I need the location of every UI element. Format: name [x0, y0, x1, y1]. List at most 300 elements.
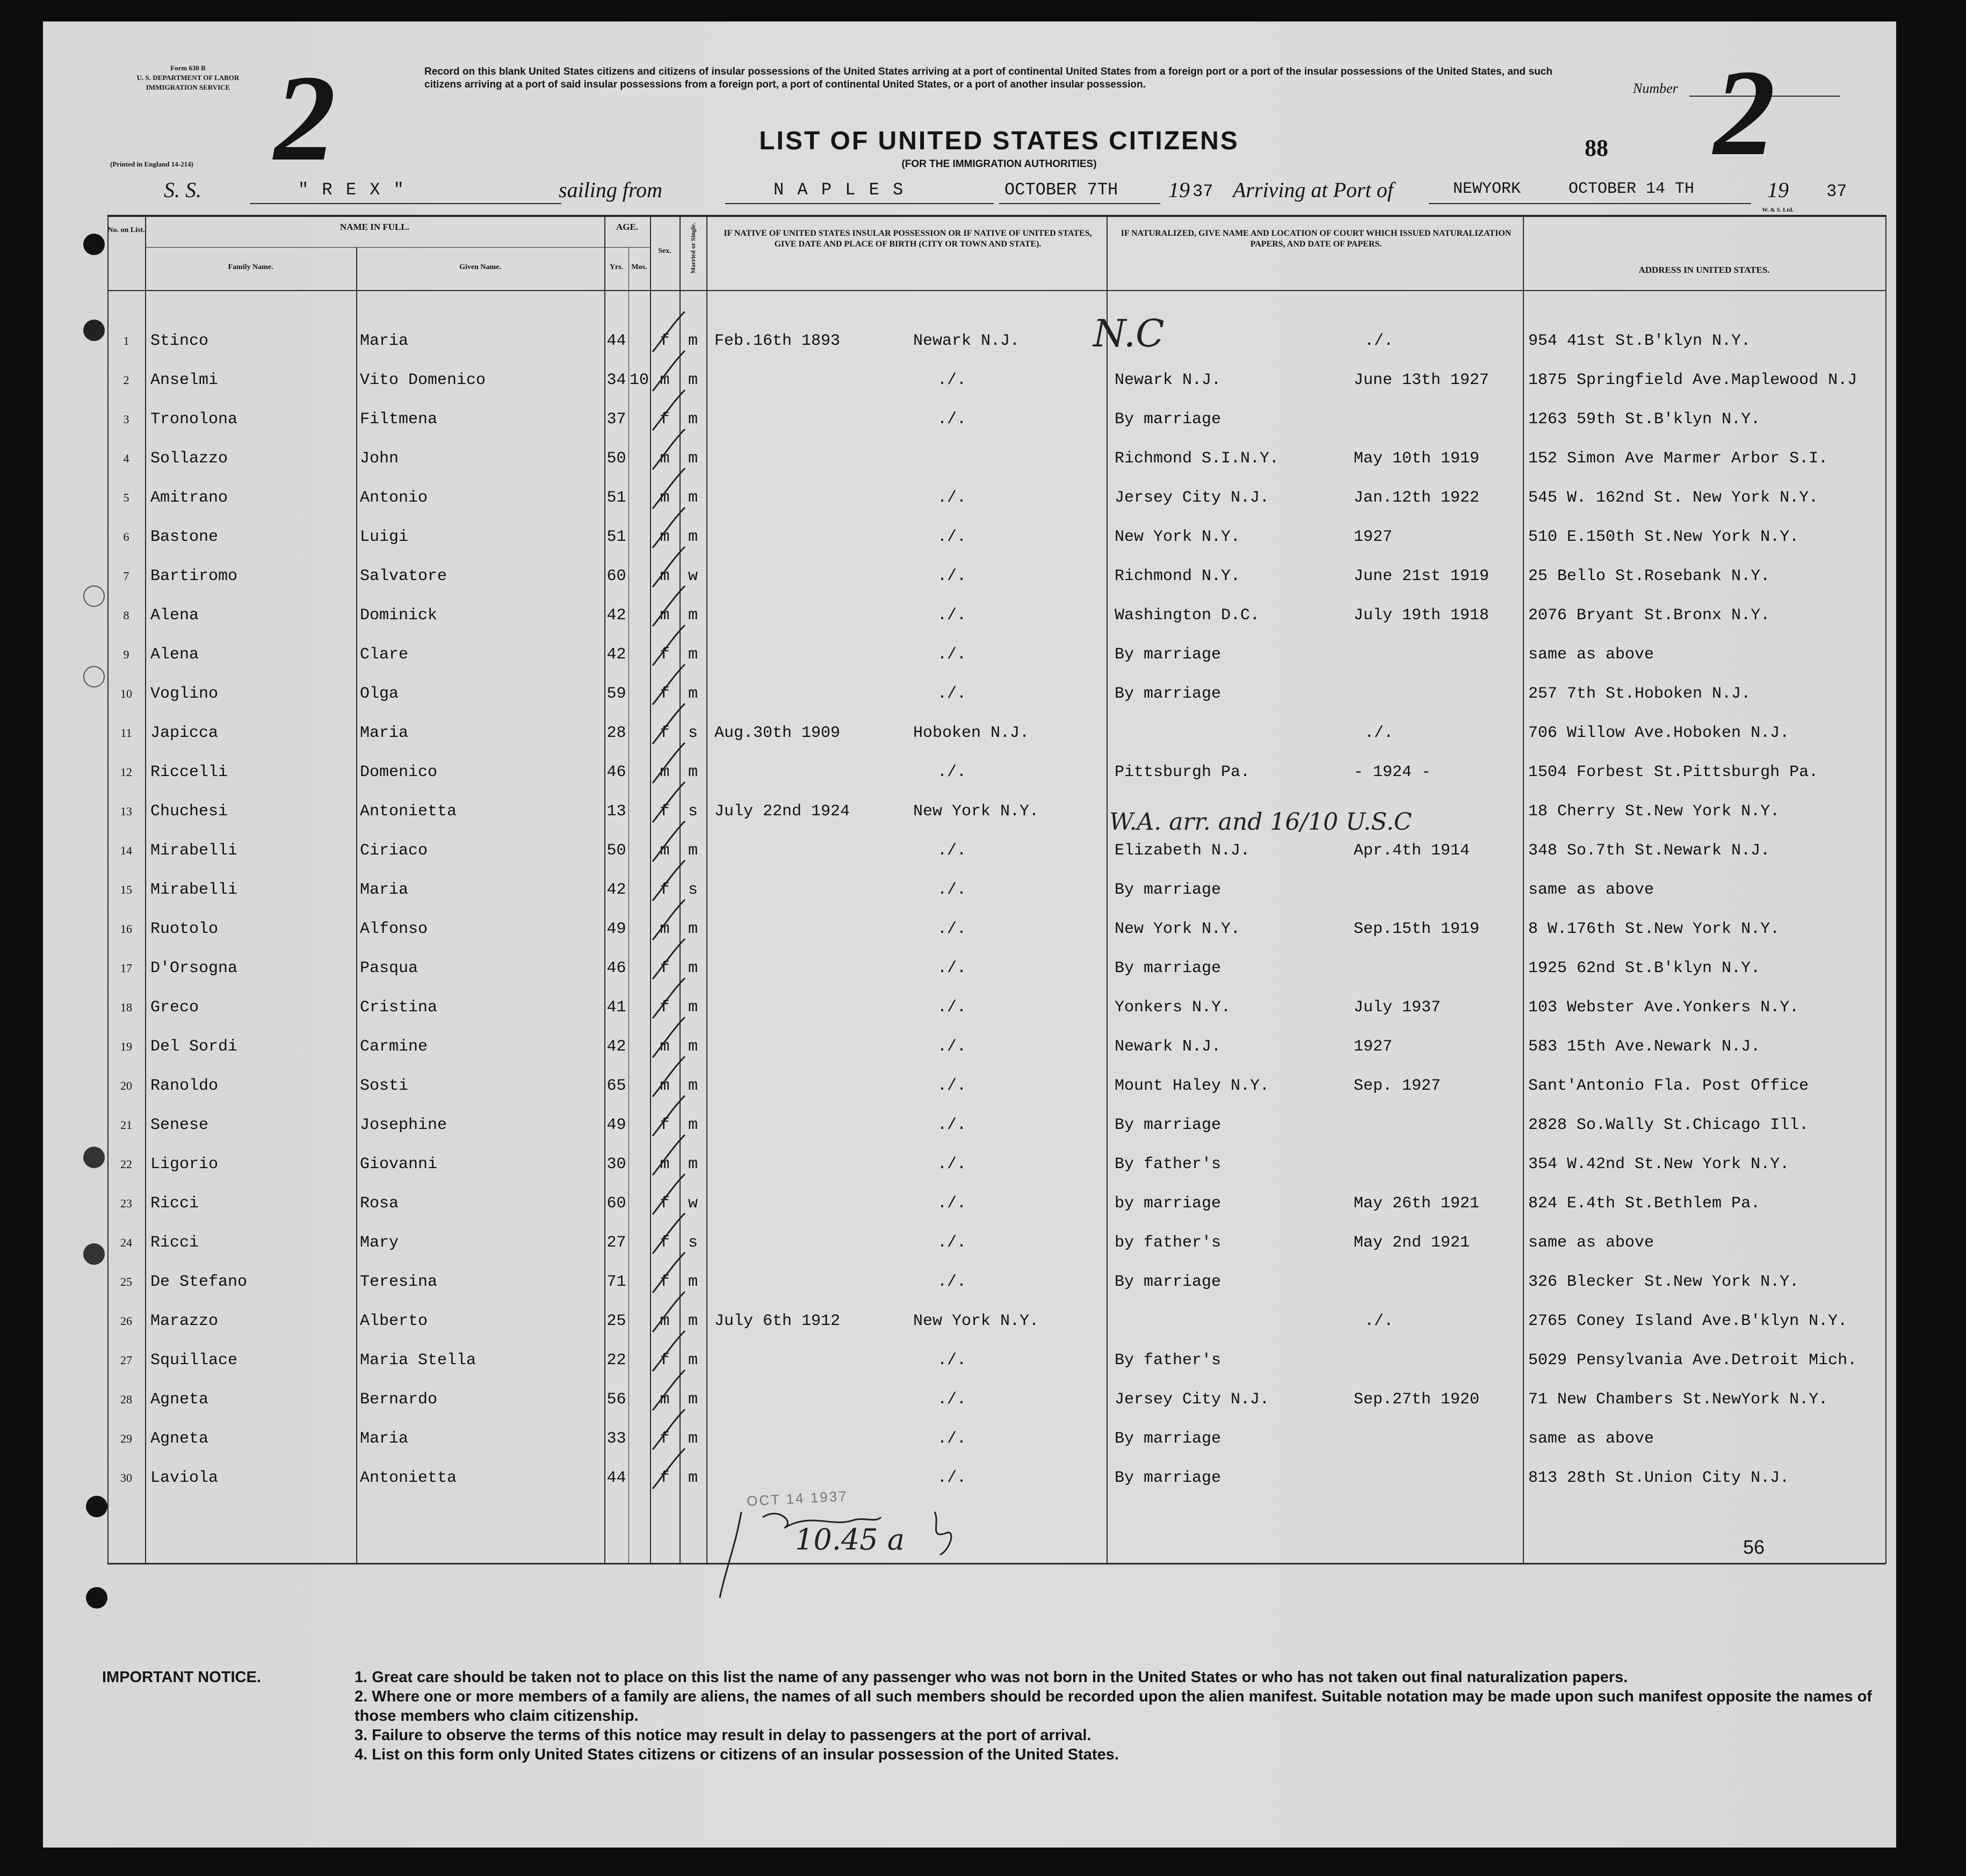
form-number: Form 630 B: [170, 64, 206, 72]
cell-no: 5: [123, 491, 129, 504]
arrival-stamp: OCT 14 1937: [746, 1488, 849, 1509]
cell-address: 348 So.7th St.Newark N.J.: [1528, 842, 1770, 860]
cell-court: By marriage: [1115, 1430, 1221, 1448]
cell-no: 27: [120, 1353, 132, 1367]
cell-nat-ditto: ./.: [1364, 724, 1394, 742]
cell-ms: m: [688, 646, 698, 664]
cell-yrs: 30: [606, 1155, 626, 1174]
cell-court: by marriage: [1115, 1194, 1221, 1213]
check-mark: [653, 1409, 685, 1450]
cell-court: By father's: [1115, 1351, 1221, 1370]
cell-ms: m: [688, 1077, 698, 1095]
punch-hole: [83, 320, 105, 341]
cell-ms: m: [688, 1469, 698, 1487]
cell-yrs: 33: [606, 1430, 626, 1448]
sailing-label: sailing from: [559, 178, 662, 202]
cell-sex: f: [660, 1116, 670, 1134]
check-mark: [653, 821, 685, 861]
cell-no: 4: [123, 452, 129, 465]
cell-court: Mount Haley N.Y.: [1115, 1077, 1270, 1095]
cell-nat-ditto: ./.: [1364, 1312, 1394, 1330]
port-to-underline: [1429, 203, 1751, 204]
cell-family: Bartiromo: [150, 567, 238, 585]
manifest-sheet: [43, 21, 1896, 1848]
check-mark: [653, 586, 685, 626]
cell-birth-date: July 6th 1912: [714, 1312, 841, 1330]
cell-no: 21: [120, 1118, 132, 1132]
ss-label: S. S.: [164, 178, 201, 202]
table-row: [43, 918, 1896, 958]
header-mos: Mos.: [631, 263, 647, 271]
page-title: LIST OF UNITED STATES CITIZENS: [759, 127, 1239, 155]
cell-court: Elizabeth N.J.: [1115, 842, 1251, 860]
cell-birth-ditto: ./.: [937, 1234, 967, 1252]
cell-yrs: 42: [606, 881, 626, 899]
cell-nat-date: 1927: [1354, 528, 1393, 546]
check-mark: [653, 1135, 685, 1175]
cell-family: Chuchesi: [150, 802, 228, 821]
check-mark: [653, 468, 685, 509]
year-to: 37: [1826, 182, 1847, 201]
cell-birth-ditto: ./.: [937, 1116, 967, 1134]
cell-sex: m: [660, 489, 670, 507]
check-mark: [653, 625, 685, 665]
table-row: [43, 644, 1896, 683]
cell-court: By marriage: [1115, 881, 1221, 899]
cell-family: Tronolona: [150, 410, 238, 429]
cell-no: 29: [120, 1432, 132, 1445]
cell-nat-date: May 26th 1921: [1354, 1194, 1480, 1213]
cell-court: New York N.Y.: [1115, 528, 1241, 546]
cell-sex: f: [660, 410, 670, 429]
cell-yrs: 27: [606, 1234, 626, 1252]
cell-birth-ditto: ./.: [937, 1430, 967, 1448]
table-row: [43, 1075, 1896, 1114]
handwritten-nc-note: N.C: [1093, 312, 1165, 356]
table-row: [43, 722, 1896, 762]
date-to: OCTOBER 14 TH: [1569, 180, 1695, 198]
cell-address: 2765 Coney Island Ave.B'klyn N.Y.: [1528, 1312, 1848, 1330]
header-native: IF NATIVE OF UNITED STATES INSULAR POSSESSION OR IF NATIVE OF UNITED STATES, GIVE DATE AND PLACE OF BIRTH (CITY OR TOWN AND STATE).: [724, 229, 1092, 249]
cell-address: 5029 Pensylvania Ave.Detroit Mich.: [1528, 1351, 1857, 1370]
cell-nat-date: May 2nd 1921: [1354, 1234, 1470, 1252]
cell-sex: f: [660, 1430, 670, 1448]
cell-no: 12: [120, 765, 132, 779]
record-instruction: Record on this blank United States citizens and citizens of insular possessions of the United States arriving at a port of continental United States from a foreign port or a port of the insular possessions of the United States, and such citizens arriving at a port of said insular possessions from a foreign port, a port of continental United States, or a port of another insular possession.: [424, 66, 1552, 90]
cell-family: Marazzo: [150, 1312, 219, 1330]
cell-birth-ditto: ./.: [937, 959, 967, 977]
cell-family: Agneta: [150, 1390, 209, 1409]
cell-family: Alena: [150, 606, 199, 625]
cell-sex: m: [660, 371, 670, 389]
header-sex: Sex.: [658, 247, 671, 255]
notice-heading: IMPORTANT NOTICE.: [102, 1669, 261, 1686]
header-married-single: Married or Single.: [689, 222, 697, 274]
cell-ms: m: [688, 1155, 698, 1174]
year-from: 37: [1192, 182, 1213, 201]
cell-sex: f: [660, 332, 670, 350]
table-row: [43, 370, 1896, 409]
header-bottom-border: [107, 290, 1885, 291]
port-to: NEWYORK: [1453, 180, 1521, 198]
cell-family: Alena: [150, 646, 199, 664]
cell-yrs: 51: [606, 489, 626, 507]
table-row: [43, 997, 1896, 1036]
cell-no: 23: [120, 1197, 132, 1210]
cell-court: Jersey City N.J.: [1115, 1390, 1270, 1409]
cell-yrs: 65: [606, 1077, 626, 1095]
table-row: [43, 1036, 1896, 1075]
cell-family: Del Sordi: [150, 1038, 238, 1056]
cell-address: 8 W.176th St.New York N.Y.: [1528, 920, 1780, 938]
cell-address: 257 7th St.Hoboken N.J.: [1528, 685, 1751, 703]
cell-family: Japicca: [150, 724, 219, 742]
cell-sex: f: [660, 1194, 670, 1213]
cell-yrs: 49: [606, 1116, 626, 1134]
cell-sex: f: [660, 646, 670, 664]
cell-no: 16: [120, 922, 132, 936]
cell-yrs: 22: [606, 1351, 626, 1370]
year-prefix: 19: [1168, 178, 1190, 202]
cell-address: 1263 59th St.B'klyn N.Y.: [1528, 410, 1761, 429]
check-mark: [653, 1174, 685, 1214]
cell-family: Ricci: [150, 1234, 199, 1252]
cell-court: Newark N.J.: [1115, 371, 1221, 389]
table-row: [43, 1154, 1896, 1193]
cell-address: 545 W. 162nd St. New York N.Y.: [1528, 489, 1819, 507]
date-from: OCTOBER 7TH: [1004, 180, 1118, 200]
cell-given: Alberto: [360, 1312, 428, 1330]
cell-yrs: 46: [606, 763, 626, 781]
cell-given: Josephine: [360, 1116, 447, 1134]
check-mark: [653, 1096, 685, 1136]
cell-family: Ricci: [150, 1194, 199, 1213]
cell-yrs: 49: [606, 920, 626, 938]
cell-address: 1504 Forbest St.Pittsburgh Pa.: [1528, 763, 1819, 781]
year-to-prefix: 19: [1767, 178, 1789, 202]
cell-yrs: 34: [606, 371, 626, 389]
cell-court: Washington D.C.: [1115, 606, 1260, 625]
cell-mos: 10: [629, 371, 649, 389]
cell-no: 24: [120, 1236, 132, 1249]
table-row: [43, 762, 1896, 801]
cell-family: Anselmi: [150, 371, 219, 389]
cell-nat-date: Sep.27th 1920: [1354, 1390, 1480, 1409]
cell-family: Greco: [150, 998, 199, 1017]
cell-family: Ruotolo: [150, 920, 219, 938]
cell-court: By marriage: [1115, 1273, 1221, 1291]
printed-note: (Printed in England 14-214): [110, 160, 193, 168]
cell-address: 510 E.150th St.New York N.Y.: [1528, 528, 1799, 546]
check-mark: [653, 1292, 685, 1332]
cell-given: Alfonso: [360, 920, 428, 938]
cell-court: Pittsburgh Pa.: [1115, 763, 1251, 781]
cell-given: Luigi: [360, 528, 409, 546]
notice-item-2: 2. Where one or more members of a family are aliens, the names of all such members should be recorded upon the alien manifest. Suitable notation may be made upon such manifest opposite the names of those members who claim citizenship.: [355, 1688, 1872, 1725]
check-mark: [653, 900, 685, 940]
cell-ms: m: [688, 1038, 698, 1056]
cell-no: 3: [123, 412, 129, 426]
cell-sex: f: [660, 959, 670, 977]
cell-no: 11: [120, 726, 132, 740]
check-mark: [653, 939, 685, 979]
cell-sex: m: [660, 763, 670, 781]
cell-court: By marriage: [1115, 1116, 1221, 1134]
cell-birth-place: New York N.Y.: [913, 802, 1039, 821]
cell-birth-date: July 22nd 1924: [714, 802, 850, 821]
check-mark: [653, 1056, 685, 1097]
page-mark: 88: [1585, 135, 1608, 161]
check-mark: [653, 860, 685, 901]
cell-given: Rosa: [360, 1194, 399, 1213]
cell-ms: m: [688, 1116, 698, 1134]
cell-address: same as above: [1528, 881, 1654, 899]
cell-given: Maria: [360, 332, 409, 350]
cell-nat-date: June 21st 1919: [1354, 567, 1490, 585]
cell-nat-date: June 13th 1927: [1354, 371, 1490, 389]
cell-address: 1925 62nd St.B'klyn N.Y.: [1528, 959, 1761, 977]
cell-sex: m: [660, 920, 670, 938]
cell-birth-ditto: ./.: [937, 489, 967, 507]
cell-yrs: 44: [606, 1469, 626, 1487]
cell-birth-ditto: ./.: [937, 685, 967, 703]
cell-birth-place: Newark N.J.: [913, 332, 1020, 350]
cell-ms: m: [688, 763, 698, 781]
cell-birth-ditto: ./.: [937, 1155, 967, 1174]
cell-ms: w: [688, 567, 698, 585]
cell-court: By marriage: [1115, 685, 1221, 703]
cell-yrs: 41: [606, 998, 626, 1017]
cell-birth-ditto: ./.: [937, 646, 967, 664]
table-row: [43, 801, 1896, 840]
cell-family: Agneta: [150, 1430, 209, 1448]
cell-nat-date: Apr.4th 1914: [1354, 842, 1470, 860]
cell-given: Bernardo: [360, 1390, 438, 1409]
cell-address: 583 15th Ave.Newark N.J.: [1528, 1038, 1761, 1056]
cell-given: Dominick: [360, 606, 438, 625]
cell-no: 18: [120, 1001, 132, 1014]
check-mark: [653, 429, 685, 469]
check-mark: [653, 547, 685, 587]
cell-family: Ranoldo: [150, 1077, 219, 1095]
cell-nat-date: May 10th 1919: [1354, 450, 1480, 468]
punch-hole: [86, 1587, 107, 1609]
header-naturalized: IF NATURALIZED, GIVE NAME AND LOCATION OF COURT WHICH ISSUED NATURALIZATION PAPERS, AND DATE OF PAPERS.: [1121, 229, 1512, 249]
cell-yrs: 51: [606, 528, 626, 546]
table-row: [43, 1389, 1896, 1428]
cell-family: Ligorio: [150, 1155, 219, 1174]
cell-birth-ditto: ./.: [937, 1194, 967, 1213]
punch-hole: [83, 1147, 105, 1168]
cell-family: Squillace: [150, 1351, 238, 1370]
cell-no: 8: [123, 609, 129, 622]
cell-address: 2828 So.Wally St.Chicago Ill.: [1528, 1116, 1809, 1134]
table-row: [43, 448, 1896, 487]
table-bottom-border: [107, 1563, 1885, 1564]
punch-hole: [83, 234, 105, 255]
cell-no: 13: [120, 805, 132, 818]
cell-birth-place: New York N.Y.: [913, 1312, 1039, 1330]
sex-check-marks: [647, 312, 690, 1525]
cell-family: Senese: [150, 1116, 209, 1134]
cell-birth-date: Aug.30th 1909: [714, 724, 841, 742]
cell-given: Antonietta: [360, 1469, 457, 1487]
notice-item-3: 3. Failure to observe the terms of this notice may result in delay to passengers at the port of arrival.: [355, 1727, 1092, 1744]
cell-nat-ditto: ./.: [1364, 332, 1394, 350]
cell-address: 326 Blecker St.New York N.Y.: [1528, 1273, 1799, 1291]
cell-birth-ditto: ./.: [937, 606, 967, 625]
cell-address: 103 Webster Ave.Yonkers N.Y.: [1528, 998, 1799, 1017]
cell-no: 10: [120, 687, 132, 700]
cell-no: 1: [123, 334, 129, 347]
cell-sex: m: [660, 606, 670, 625]
cell-no: 25: [120, 1275, 132, 1288]
cell-ms: s: [688, 881, 698, 899]
cell-address: same as above: [1528, 646, 1654, 664]
cell-family: Laviola: [150, 1469, 219, 1487]
cell-family: Riccelli: [150, 763, 228, 781]
cell-family: Sollazzo: [150, 450, 228, 468]
table-row: [43, 683, 1896, 722]
cell-birth-ditto: ./.: [937, 567, 967, 585]
date-from-underline: [999, 203, 1160, 204]
cell-court: By marriage: [1115, 1469, 1221, 1487]
table-row: [43, 1193, 1896, 1232]
table-row: [43, 958, 1896, 997]
cell-no: 6: [123, 530, 129, 544]
cell-birth-ditto: ./.: [937, 528, 967, 546]
cell-ms: m: [688, 1430, 698, 1448]
cell-no: 22: [120, 1157, 132, 1171]
header-yrs: Yrs.: [609, 263, 624, 271]
cell-birth-ditto: ./.: [937, 881, 967, 899]
cell-family: Voglino: [150, 685, 219, 703]
cell-sex: f: [660, 1351, 670, 1370]
cell-birth-date: Feb.16th 1893: [714, 332, 841, 350]
cell-given: Pasqua: [360, 959, 418, 977]
cell-yrs: 44: [606, 332, 626, 350]
cell-yrs: 71: [606, 1273, 626, 1291]
cell-address: 1875 Springfield Ave.Maplewood N.J: [1528, 371, 1857, 389]
cell-given: Sosti: [360, 1077, 409, 1095]
cell-given: Antonietta: [360, 802, 457, 821]
cell-sex: m: [660, 1038, 670, 1056]
cell-sex: f: [660, 1234, 670, 1252]
cell-birth-ditto: ./.: [937, 410, 967, 429]
cell-ms: m: [688, 371, 698, 389]
cell-ms: m: [688, 489, 698, 507]
check-mark: [653, 1370, 685, 1410]
check-mark: [653, 390, 685, 430]
table-row: [43, 566, 1896, 605]
cell-court: By marriage: [1115, 646, 1221, 664]
cell-address: 71 New Chambers St.NewYork N.Y.: [1528, 1390, 1828, 1409]
cell-address: 706 Willow Ave.Hoboken N.J.: [1528, 724, 1790, 742]
cell-ms: s: [688, 724, 698, 742]
cell-court: Jersey City N.J.: [1115, 489, 1270, 507]
cell-ms: m: [688, 450, 698, 468]
cell-yrs: 42: [606, 606, 626, 625]
cell-birth-ditto: ./.: [937, 920, 967, 938]
cell-ms: m: [688, 410, 698, 429]
check-mark: [653, 978, 685, 1018]
cell-yrs: 42: [606, 1038, 626, 1056]
table-row: [43, 409, 1896, 448]
cell-yrs: 37: [606, 410, 626, 429]
cell-ms: m: [688, 685, 698, 703]
form-info: [124, 63, 252, 92]
check-mark: [653, 1448, 685, 1489]
cell-court: By marriage: [1115, 959, 1221, 977]
page-subtitle: (FOR THE IMMIGRATION AUTHORITIES): [901, 158, 1097, 170]
cell-birth-ditto: ./.: [937, 1273, 967, 1291]
cell-nat-date: July 19th 1918: [1354, 606, 1490, 625]
cell-yrs: 50: [606, 842, 626, 860]
table-row: [43, 840, 1896, 879]
cell-sex: m: [660, 1077, 670, 1095]
cell-sex: f: [660, 881, 670, 899]
punch-hole: [86, 1496, 107, 1517]
cell-court: By father's: [1115, 1155, 1221, 1174]
port-from-underline: [725, 203, 994, 204]
cell-birth-ditto: ./.: [937, 1351, 967, 1370]
cell-given: Domenico: [360, 763, 438, 781]
cell-given: Carmine: [360, 1038, 428, 1056]
service-label: IMMIGRATION SERVICE: [146, 83, 230, 91]
cell-address: 954 41st St.B'klyn N.Y.: [1528, 332, 1751, 350]
cell-sex: m: [660, 450, 670, 468]
cell-given: Salvatore: [360, 567, 447, 585]
cell-address: 354 W.42nd St.New York N.Y.: [1528, 1155, 1790, 1174]
cell-court: Richmond S.I.N.Y.: [1115, 450, 1280, 468]
cell-sex: f: [660, 1469, 670, 1487]
cell-address: 25 Bello St.Rosebank N.Y.: [1528, 567, 1770, 585]
cell-address: 2076 Bryant St.Bronx N.Y.: [1528, 606, 1770, 625]
ship-name: " R E X ": [298, 180, 406, 200]
cell-given: Ciriaco: [360, 842, 428, 860]
check-mark: [653, 1017, 685, 1057]
ship-underline: [250, 203, 561, 204]
check-mark: [653, 664, 685, 705]
cell-no: 2: [123, 373, 129, 387]
check-mark: [653, 312, 685, 352]
table-top-border: [107, 215, 1885, 217]
cell-sex: f: [660, 685, 670, 703]
cell-address: 824 E.4th St.Bethlem Pa.: [1528, 1194, 1761, 1213]
cell-no: 17: [120, 961, 132, 975]
cell-ms: m: [688, 998, 698, 1017]
cell-birth-ditto: ./.: [937, 1077, 967, 1095]
cell-no: 9: [123, 648, 129, 661]
cell-given: Antonio: [360, 489, 428, 507]
cell-address: 152 Simon Ave Marmer Arbor S.I.: [1528, 450, 1828, 468]
table-row: [43, 487, 1896, 526]
header-family-name: Family Name.: [228, 263, 273, 271]
arriving-label: Arriving at Port of: [1233, 178, 1393, 202]
cell-sex: f: [660, 1273, 670, 1291]
cell-ms: m: [688, 332, 698, 350]
cell-ms: s: [688, 802, 698, 821]
cell-address: Sant'Antonio Fla. Post Office: [1528, 1077, 1809, 1095]
check-mark: [653, 704, 685, 744]
cell-no: 14: [120, 844, 132, 857]
table-row: [43, 605, 1896, 644]
printer-mark: W. & S. Ltd.: [1762, 207, 1794, 213]
handwritten-time-note: 10.45 a: [795, 1523, 905, 1556]
cell-sex: f: [660, 802, 670, 821]
cell-ms: w: [688, 1194, 698, 1213]
table-row: [43, 1271, 1896, 1310]
